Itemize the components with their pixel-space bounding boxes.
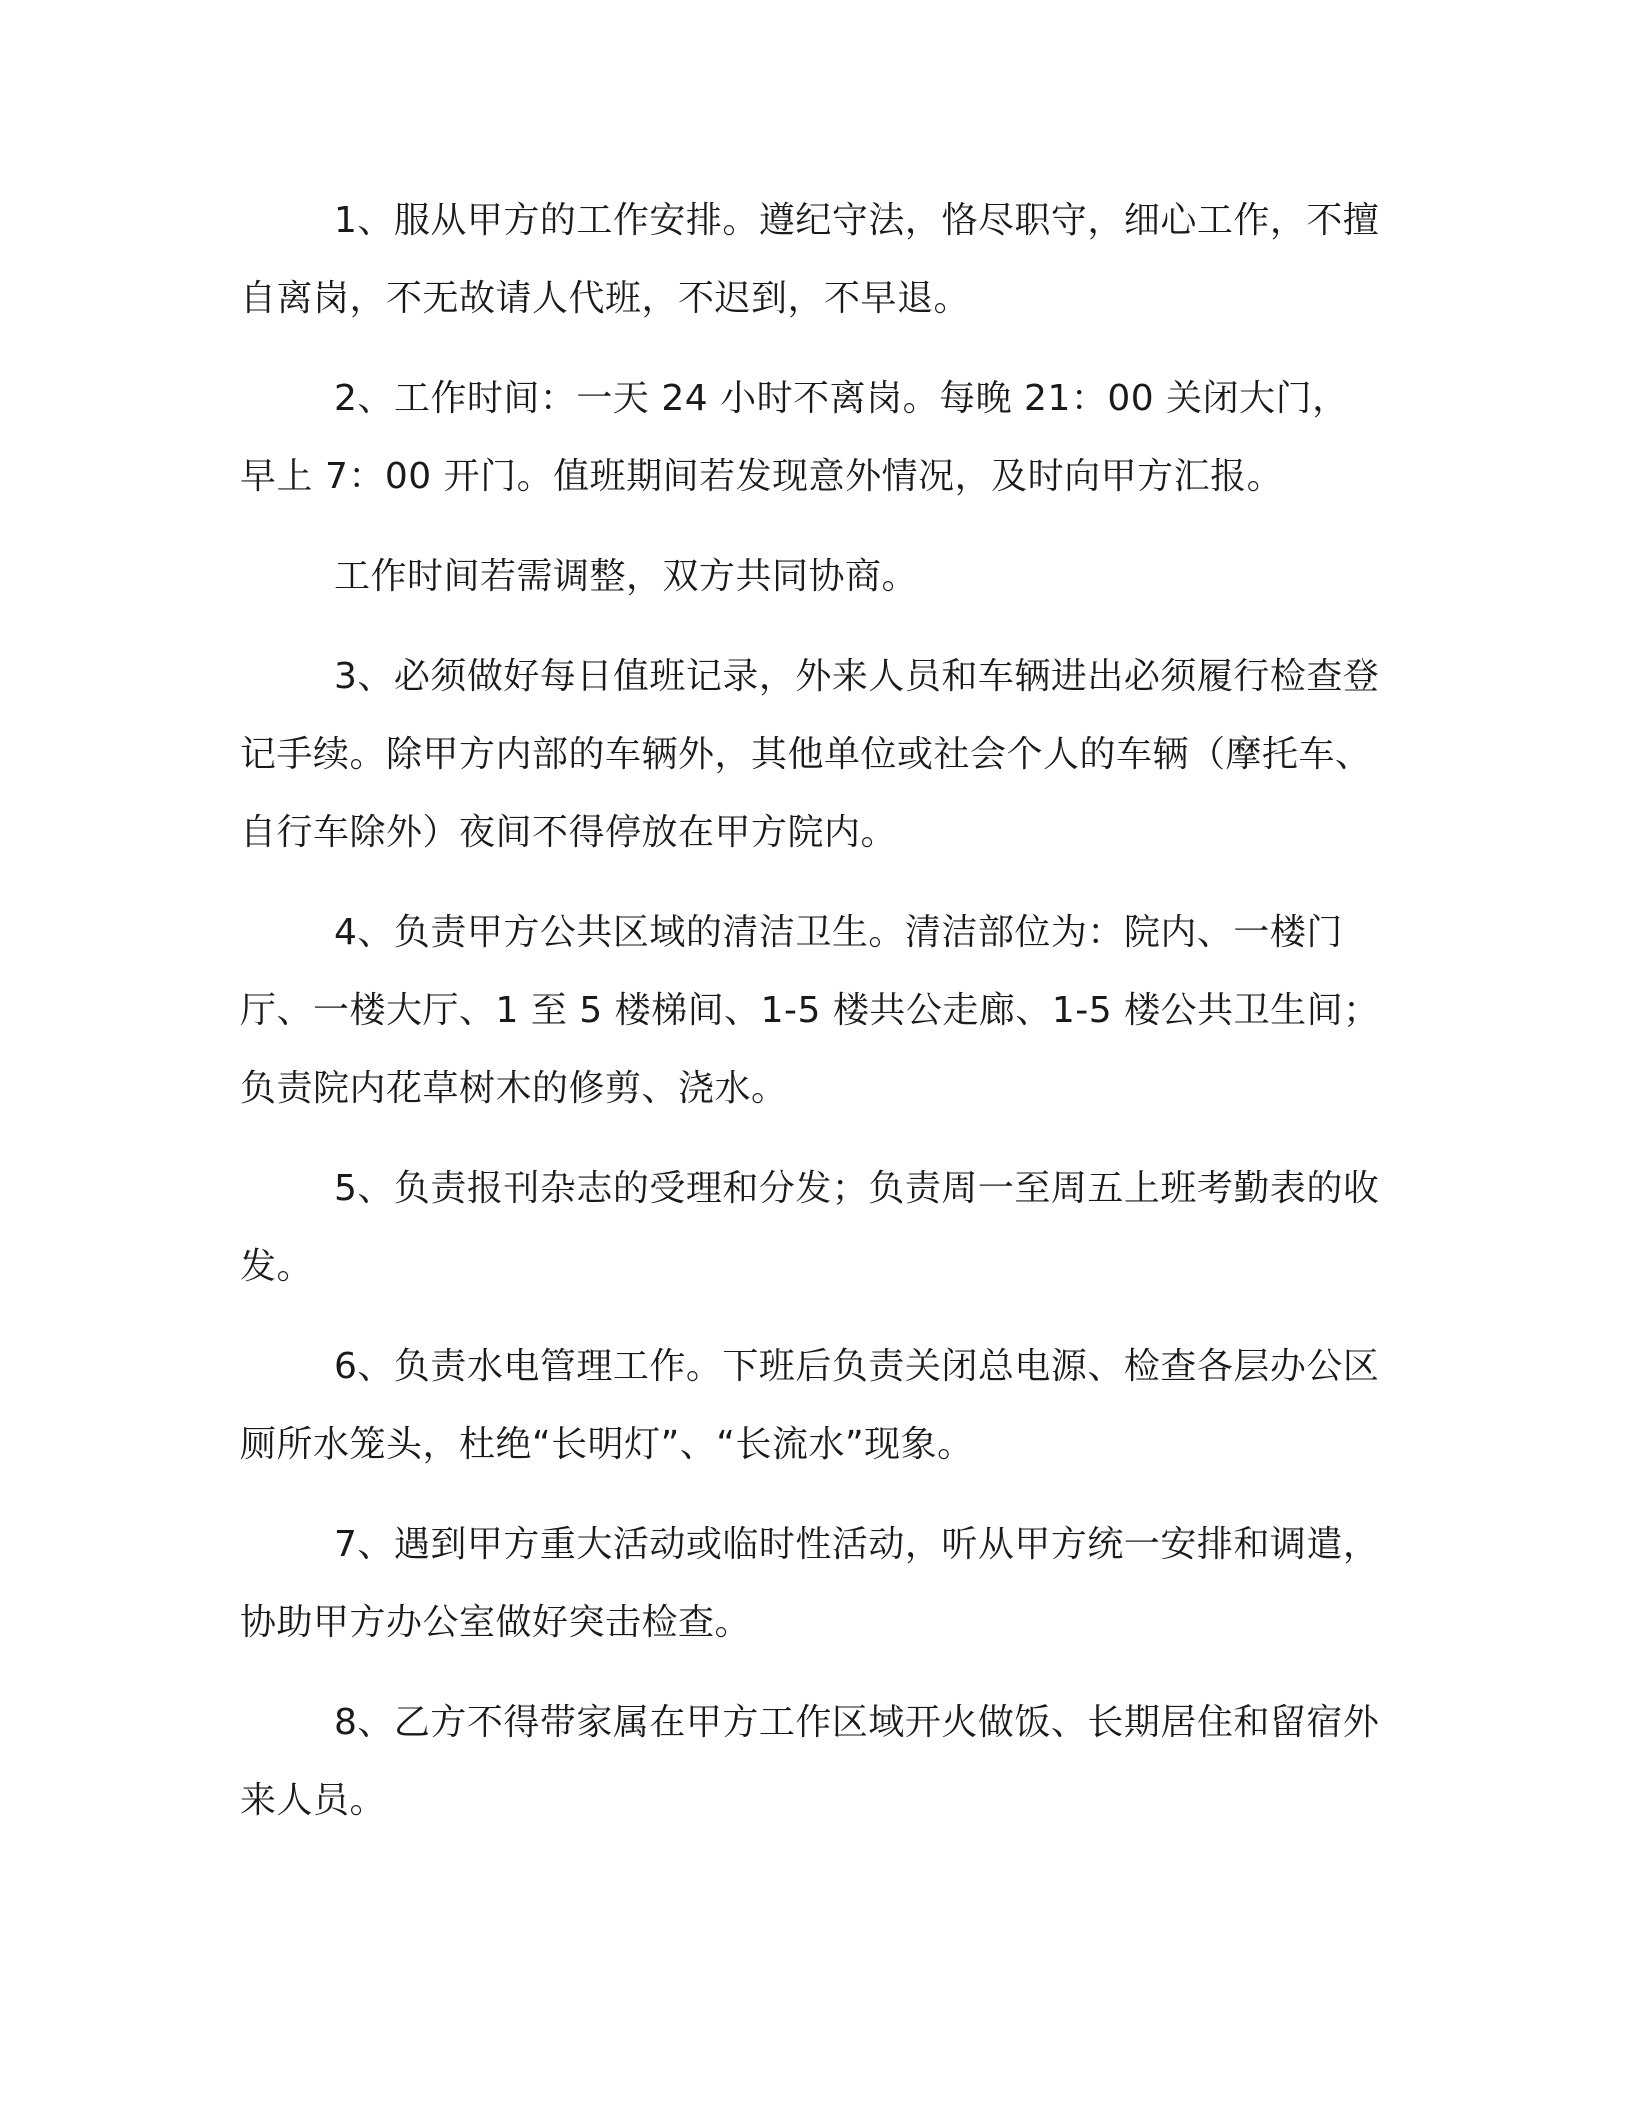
paragraph-7: 7、遇到甲方重大活动或临时性活动，听从甲方统一安排和调遣，协助甲方办公室做好突击检查。 [240, 1524, 1380, 1643]
paragraph-8: 8、乙方不得带家属在甲方工作区域开火做饭、长期居住和留宿外来人员。 [240, 1702, 1380, 1821]
paragraph-1: 1、服从甲方的工作安排。遵纪守法，恪尽职守，细心工作，不擅自离岗，不无故请人代班，不迟到，不早退。 [240, 200, 1380, 319]
paragraph-4: 4、负责甲方公共区域的清洁卫生。清洁部位为：院内、一楼门厅、一楼大厅、1 至 5 楼梯间、1-5 楼共公走廊、1-5 楼公共卫生间；负责院内花草树木的修剪、浇水。 [240, 912, 1380, 1109]
paragraph-2-note: 工作时间若需调整，双方共同协商。 [334, 556, 919, 597]
paragraph-3: 3、必须做好每日值班记录，外来人员和车辆进出必须履行检查登记手续。除甲方内部的车辆外，其他单位或社会个人的车辆（摩托车、自行车除外）夜间不得停放在甲方院内。 [240, 656, 1380, 853]
paragraph-6: 6、负责水电管理工作。下班后负责关闭总电源、检查各层办公区厕所水笼头，杜绝“长明灯”、“长流水”现象。 [240, 1346, 1380, 1465]
paragraph-2: 2、工作时间：一天 24 小时不离岗。每晚 21：00 关闭大门，早上 7：00 开门。值班期间若发现意外情况，及时向甲方汇报。 [240, 378, 1349, 497]
paragraph-5: 5、负责报刊杂志的受理和分发；负责周一至周五上班考勤表的收发。 [240, 1168, 1380, 1287]
document-body [240, 182, 1380, 1862]
